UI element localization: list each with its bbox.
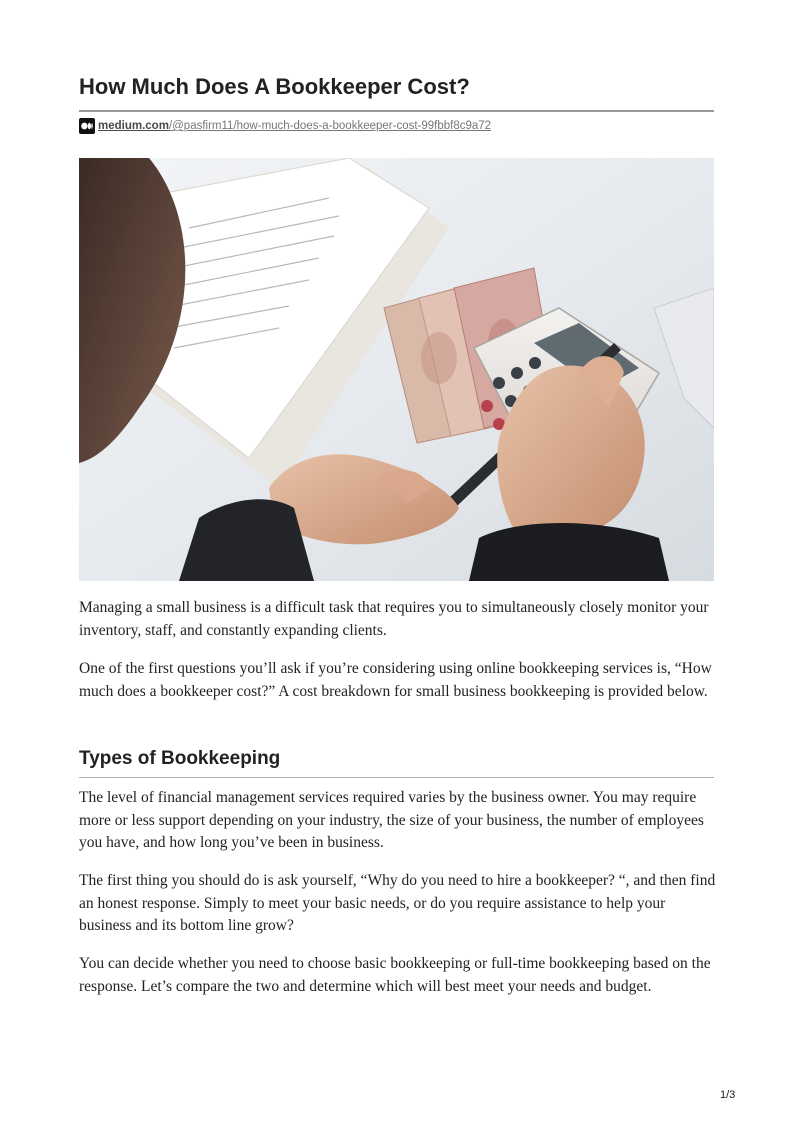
body-paragraph: The level of financial management services required varies by the business owner. You may require more or less support depending on your industry, the size of your business, the number of employees you have, and how long you’ve been in business. — [79, 789, 704, 851]
intro-paragraph: One of the first questions you’ll ask if you’re considering using online bookkeeping services is, “How much does a bookkeeper cost?” A cost breakdown for small business bookkeeping is provided below. — [79, 660, 712, 700]
title-divider — [79, 110, 714, 112]
section-divider — [79, 777, 714, 778]
page-number: 1/3 — [720, 1089, 736, 1101]
source-path-link[interactable]: /@pasfirm11/how-much-does-a-bookkeeper-cost-99fbbf8c9a72 — [168, 120, 492, 132]
body-paragraph: You can decide whether you need to choose basic bookkeeping or full-time bookkeeping based on the response. Let’s compare the two and determine which will best meet your needs and budget. — [79, 955, 711, 995]
intro-paragraph: Managing a small business is a difficult task that requires you to simultaneously closely monitor your inventory, staff, and constantly expanding clients. — [79, 599, 709, 639]
hero-image — [79, 158, 714, 581]
section-heading: Types of Bookkeeping — [79, 748, 281, 769]
source-domain-link[interactable]: medium.com — [98, 120, 169, 132]
medium-logo-icon — [79, 118, 95, 134]
source-line — [79, 118, 491, 134]
body-paragraph: The first thing you should do is ask yourself, “Why do you need to hire a bookkeeper? “, and then find an honest response. Simply to meet your basic needs, or do you require assistance to help your business and its bottom line grow? — [79, 872, 716, 934]
page-title: How Much Does A Bookkeeper Cost? — [79, 74, 470, 99]
